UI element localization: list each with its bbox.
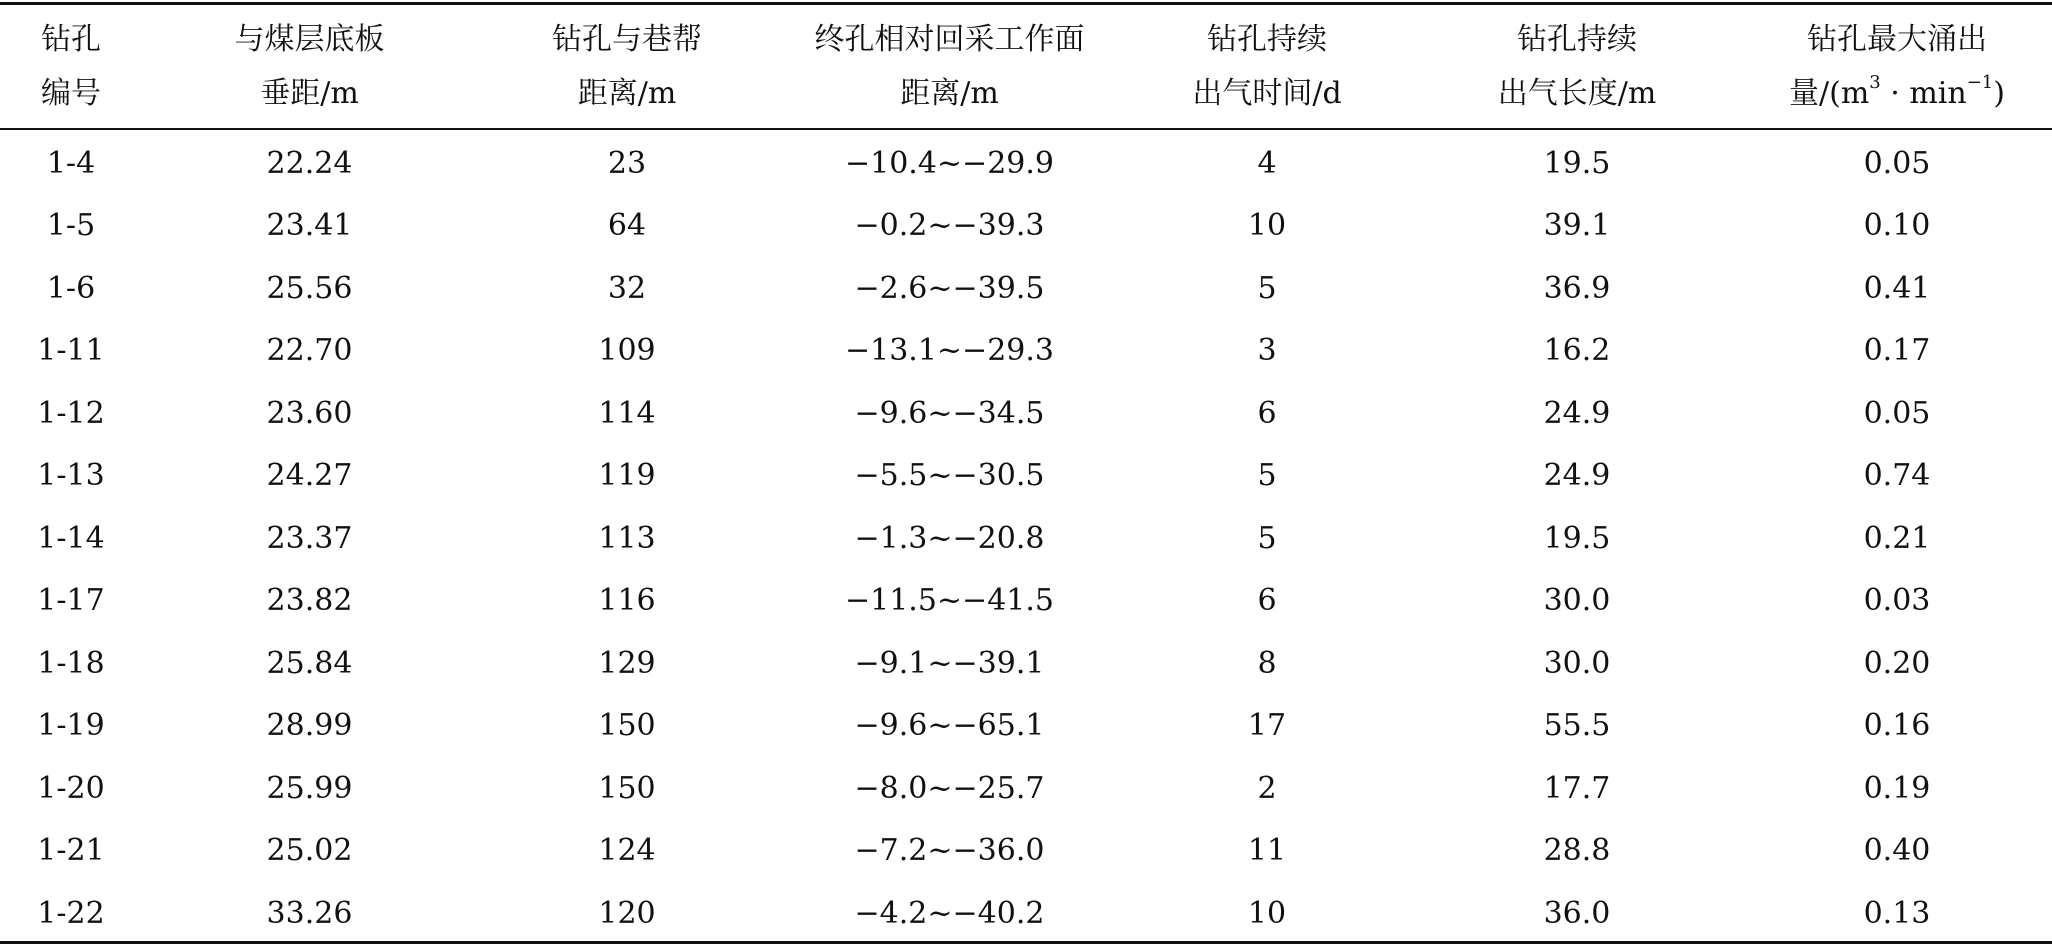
- cell-max-emission: 0.19: [1863, 770, 1931, 806]
- cell-face-distance: −1.3~−20.8: [854, 520, 1045, 556]
- cell-roadway-distance: 119: [598, 458, 656, 494]
- cell-borehole-id: 1-4: [46, 145, 96, 181]
- cell-gas-duration: 10: [1247, 208, 1287, 244]
- cell-borehole-id: 1-13: [37, 458, 105, 494]
- header-line: 终孔相对回采工作面: [814, 21, 1085, 57]
- cell-vertical-distance: 33.26: [266, 895, 353, 931]
- cell-vertical-distance: 23.82: [266, 583, 353, 619]
- cell-face-distance: −11.5~−41.5: [844, 583, 1054, 619]
- cell-gas-length: 17.7: [1543, 770, 1611, 806]
- cell-max-emission: 0.40: [1863, 833, 1931, 869]
- header-line: 钻孔最大涌出: [1807, 21, 1987, 57]
- header-line: 距离/m: [577, 75, 677, 111]
- cell-gas-length: 16.2: [1543, 333, 1611, 369]
- cell-gas-duration: 4: [1257, 145, 1277, 181]
- cell-face-distance: −8.0~−25.7: [854, 770, 1045, 806]
- cell-face-distance: −4.2~−40.2: [854, 895, 1045, 931]
- header-gas-length: [1412, 5, 1742, 128]
- cell-gas-length: 24.9: [1543, 395, 1611, 431]
- cell-gas-length: 28.8: [1543, 833, 1611, 869]
- cell-roadway-distance: 150: [598, 708, 656, 744]
- table-header-row: [0, 5, 2052, 128]
- cell-vertical-distance: 22.24: [266, 145, 353, 181]
- cell-gas-duration: 6: [1257, 583, 1277, 619]
- cell-gas-length: 36.0: [1543, 895, 1611, 931]
- borehole-data-table: [0, 5, 2052, 945]
- cell-gas-length: 30.0: [1543, 645, 1611, 681]
- cell-max-emission: 0.05: [1863, 145, 1931, 181]
- table-row: [0, 320, 2052, 383]
- table-row: [0, 445, 2052, 508]
- header-roadway-distance: [477, 5, 777, 128]
- header-line: 与煤层底板: [234, 21, 385, 57]
- cell-borehole-id: 1-21: [37, 833, 105, 869]
- unit-text: 量/(m: [1789, 75, 1870, 111]
- cell-vertical-distance: 22.70: [266, 333, 353, 369]
- cell-max-emission: 0.05: [1863, 395, 1931, 431]
- table-row: [0, 128, 2052, 195]
- cell-vertical-distance: 25.84: [266, 645, 353, 681]
- cell-max-emission: 0.13: [1863, 895, 1931, 931]
- cell-face-distance: −10.4~−29.9: [844, 145, 1054, 181]
- cell-gas-duration: 8: [1257, 645, 1277, 681]
- header-line: 编号: [41, 75, 101, 111]
- cell-gas-length: 24.9: [1543, 458, 1611, 494]
- table-row: [0, 632, 2052, 695]
- table-row: [0, 257, 2052, 320]
- table-row: [0, 882, 2052, 945]
- table-row: [0, 570, 2052, 633]
- cell-max-emission: 0.41: [1863, 270, 1931, 306]
- cell-vertical-distance: 25.56: [266, 270, 353, 306]
- cell-borehole-id: 1-20: [37, 770, 105, 806]
- table-row: [0, 695, 2052, 758]
- unit-text: ): [1993, 75, 2005, 111]
- cell-roadway-distance: 129: [598, 645, 656, 681]
- table-row: [0, 195, 2052, 258]
- cell-face-distance: −2.6~−39.5: [854, 270, 1045, 306]
- cell-gas-duration: 5: [1257, 270, 1277, 306]
- table-row: [0, 757, 2052, 820]
- unit-superscript: 3: [1869, 71, 1881, 93]
- cell-roadway-distance: 120: [598, 895, 656, 931]
- cell-vertical-distance: 25.02: [266, 833, 353, 869]
- header-line: 钻孔与巷帮: [552, 21, 702, 57]
- cell-vertical-distance: 23.41: [266, 208, 353, 244]
- cell-max-emission: 0.03: [1863, 583, 1931, 619]
- cell-borehole-id: 1-19: [37, 708, 105, 744]
- cell-borehole-id: 1-11: [37, 333, 105, 369]
- cell-max-emission: 0.20: [1863, 645, 1931, 681]
- cell-borehole-id: 1-14: [37, 520, 105, 556]
- cell-face-distance: −13.1~−29.3: [844, 333, 1054, 369]
- cell-roadway-distance: 150: [598, 770, 656, 806]
- cell-gas-duration: 6: [1257, 395, 1277, 431]
- cell-roadway-distance: 113: [598, 520, 656, 556]
- cell-face-distance: −7.2~−36.0: [854, 833, 1045, 869]
- cell-vertical-distance: 24.27: [266, 458, 353, 494]
- header-line: 钻孔持续: [1207, 21, 1327, 57]
- cell-face-distance: −9.1~−39.1: [854, 645, 1045, 681]
- cell-gas-duration: 5: [1257, 458, 1277, 494]
- cell-face-distance: −9.6~−34.5: [854, 395, 1045, 431]
- header-line: 钻孔: [41, 21, 101, 57]
- cell-gas-length: 19.5: [1543, 145, 1611, 181]
- cell-roadway-distance: 109: [598, 333, 656, 369]
- header-face-distance: [777, 5, 1122, 128]
- table-row: [0, 507, 2052, 570]
- cell-gas-duration: 5: [1257, 520, 1277, 556]
- table-row: [0, 382, 2052, 445]
- cell-max-emission: 0.10: [1863, 208, 1931, 244]
- cell-gas-duration: 17: [1247, 708, 1287, 744]
- cell-gas-length: 36.9: [1543, 270, 1611, 306]
- cell-gas-length: 39.1: [1543, 208, 1611, 244]
- unit-text: · min: [1880, 75, 1967, 111]
- cell-gas-duration: 3: [1257, 333, 1277, 369]
- cell-face-distance: −5.5~−30.5: [854, 458, 1045, 494]
- header-max-emission: [1742, 5, 2052, 128]
- cell-max-emission: 0.16: [1863, 708, 1931, 744]
- cell-face-distance: −0.2~−39.3: [854, 208, 1045, 244]
- unit-superscript: −1: [1966, 71, 1994, 93]
- table-row: [0, 820, 2052, 883]
- header-borehole-id: [0, 5, 142, 128]
- header-line: 距离/m: [900, 75, 999, 111]
- cell-roadway-distance: 124: [598, 833, 656, 869]
- header-unit-line: [1742, 67, 2052, 121]
- cell-roadway-distance: 23: [607, 145, 647, 181]
- cell-roadway-distance: 116: [598, 583, 656, 619]
- cell-gas-duration: 11: [1247, 833, 1287, 869]
- cell-gas-duration: 10: [1247, 895, 1287, 931]
- cell-borehole-id: 1-22: [37, 895, 105, 931]
- cell-gas-length: 19.5: [1543, 520, 1611, 556]
- cell-max-emission: 0.17: [1863, 333, 1931, 369]
- header-line: 垂距/m: [260, 75, 359, 111]
- cell-borehole-id: 1-17: [37, 583, 105, 619]
- cell-gas-duration: 2: [1257, 770, 1277, 806]
- cell-vertical-distance: 23.37: [266, 520, 353, 556]
- header-line: 钻孔持续: [1517, 21, 1637, 57]
- cell-roadway-distance: 32: [607, 270, 647, 306]
- cell-borehole-id: 1-5: [46, 208, 96, 244]
- header-line: 出气长度/m: [1497, 75, 1657, 111]
- cell-borehole-id: 1-18: [37, 645, 105, 681]
- cell-gas-length: 30.0: [1543, 583, 1611, 619]
- cell-gas-length: 55.5: [1543, 708, 1611, 744]
- cell-face-distance: −9.6~−65.1: [854, 708, 1045, 744]
- cell-vertical-distance: 23.60: [266, 395, 353, 431]
- header-line: 出气时间/d: [1192, 75, 1342, 111]
- table-body: [0, 128, 2052, 945]
- cell-max-emission: 0.74: [1863, 458, 1931, 494]
- cell-borehole-id: 1-6: [46, 270, 96, 306]
- cell-roadway-distance: 64: [607, 208, 647, 244]
- cell-vertical-distance: 28.99: [266, 708, 353, 744]
- header-vertical-distance: [142, 5, 477, 128]
- cell-borehole-id: 1-12: [37, 395, 105, 431]
- cell-roadway-distance: 114: [598, 395, 656, 431]
- cell-vertical-distance: 25.99: [266, 770, 353, 806]
- cell-max-emission: 0.21: [1863, 520, 1931, 556]
- header-gas-duration: [1122, 5, 1412, 128]
